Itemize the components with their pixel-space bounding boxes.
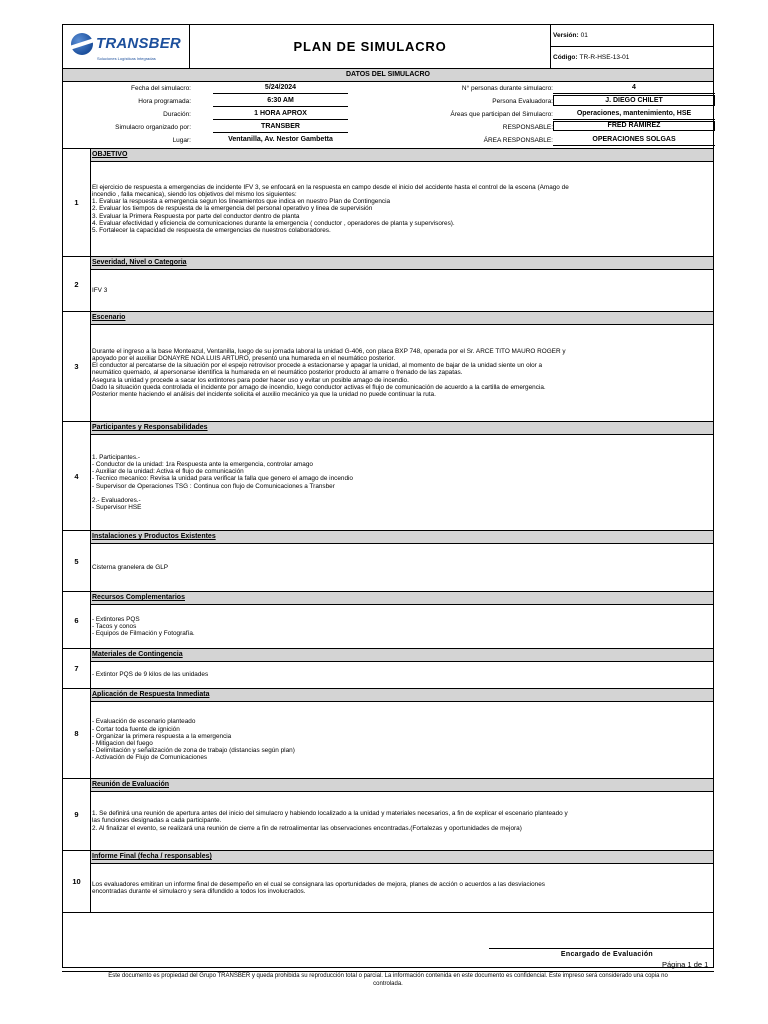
areas-underline [553, 119, 715, 120]
organizer-label: Simulacro organizado por: [115, 124, 191, 131]
section-text [92, 348, 566, 398]
text-line: - Auxiliar de la unidad: Activa el flujo de comunicación [92, 468, 244, 476]
globe-icon [71, 33, 93, 55]
signature-area [63, 913, 713, 967]
text-line: - Activación de Flujo de Comunicaciones [92, 754, 208, 762]
section-materiales [63, 649, 713, 689]
section-objetivo [63, 149, 713, 257]
text-line [92, 490, 353, 497]
text-line: - Extintores PQS [92, 615, 140, 623]
page-title: PLAN DE SIMULACRO [190, 25, 551, 68]
responsible-label: RESPONSABLE: [502, 124, 553, 131]
section-text [92, 184, 569, 234]
section-text [92, 564, 168, 571]
section-text [92, 810, 568, 832]
section-severidad [63, 257, 713, 312]
document-header [63, 25, 713, 69]
text-line: Posterior mente haciendo el análisis del incidente solicita el auxilio mecánico ya que la unidad no puede continuar la ruta. [92, 391, 436, 398]
people-underline [553, 93, 715, 94]
text-line: Dado la situación queda controlada el incidente por amago de incendio, luego conductor activas el flujo de comunicación de acuerdo a la cartilla de emergencia. [92, 383, 546, 391]
responsible-area-label: ÁREA RESPONSABLE: [483, 137, 553, 144]
text-line: incendio , falla mecanica), siendo los objetivos del mismo los siguientes: [92, 190, 297, 198]
text-line: El conductor al percatarse de la situación por el espejo retrovisor procede a estacionarse y apagar la unidad, al momento de bajar de la unidad siente un olor a [92, 362, 543, 370]
document-meta [551, 25, 713, 68]
text-line: apoyado por el auxiliar DONAYRE NOA LUIS ARTURO, presentó una humareda en el neumático posterior. [92, 354, 396, 362]
text-line: encontradas durante el simulacro y sera difundido a todos los involucrados. [92, 888, 306, 895]
text-line: IFV 3 [92, 286, 108, 294]
text-line: - Cortar toda fuente de ignición [92, 725, 180, 733]
text-line: 2. Al finalizar el evento, se realizará una reunión de cierre a fin de retroalimentar las observaciones encontradas.(Fortalezas y oportunidades de mejora) [92, 824, 522, 832]
section-title: Materiales de Contingencia [91, 649, 713, 662]
section-number: 2 [63, 257, 91, 311]
text-line: 1. Evaluar la respuesta a emergencia segun los lineamientos que indica en nuestro Plan de Contingencia [92, 198, 391, 206]
signature-label: Encargado de Evaluación [560, 951, 653, 958]
footer-line: controlada. [373, 981, 403, 987]
text-line: - Supervisor HSE [92, 504, 142, 512]
text-line: 3. Evaluar la Primera Respuesta por parte del conductor dentro de planta [92, 212, 300, 220]
text-line: Los evaluadores emitiran un informe final de desempeño en el cual se consignara las oportunidades de mejora, planes de acción o acuerdos a las desviaciones [92, 880, 545, 888]
text-line: 1. Se definirá una reunión de apertura antes del inicio del simulacro y habiendo localizado a la unidad y materiales necesarios, a fin de explicar el escenario planteado y [92, 810, 568, 818]
location-value: Ventanilla, Av. Nestor Gambetta [228, 136, 333, 143]
section-text [92, 454, 353, 512]
text-line: - Conductor de la unidad: 1ra Respuesta ante la emergencia, controlar amago [92, 460, 313, 468]
text-line: 2.- Evaluadores.- [92, 496, 141, 504]
logo-tagline: Soluciones Logísticas Integradas [97, 55, 156, 61]
section-participantes [63, 422, 713, 531]
text-line: 4. Evaluar efectividad y eficiencia de comunicaciones durante la emergencia ( conductor , operadores de planta y supervisores). [92, 219, 455, 227]
text-line: - Delimitación y señalización de zona de trabajo (distancias según plan) [92, 747, 295, 755]
location-label: Lugar: [172, 137, 191, 144]
areas-label: Áreas que participan del Simulacro: [450, 111, 553, 118]
section-instalaciones [63, 531, 713, 592]
section-number: 10 [63, 851, 91, 912]
section-number: 7 [63, 649, 91, 688]
logo-text: TRANSBER [96, 35, 181, 52]
text-line: neumático quemado, al apersonarse identifica la humareda en el neumático posterior producto al amarre o frenado de las zapatas. [92, 369, 463, 377]
document-form [62, 24, 714, 968]
duration-label: Duración: [163, 111, 191, 118]
section-title: Recursos Complementarios [91, 592, 713, 605]
text-line: - Organizar la primera respuesta a la emergencia [92, 732, 232, 740]
section-number: 8 [63, 689, 91, 778]
section-title: Severidad, Nivel o Categoria [91, 257, 713, 270]
section-number: 5 [63, 531, 91, 591]
simulation-data-grid [63, 82, 713, 149]
time-value: 6:30 AM [267, 97, 294, 104]
evaluator-value: J. DIEGO CHILET [553, 95, 715, 106]
text-line: Durante el ingreso a la base Monteazul, Ventanilla, luego de su jornada laboral la unidad G-406, con placa BXP 748, operada por el Sr. ARCE TITO MAURO ROGER y [92, 347, 566, 355]
confidentiality-footer [62, 971, 714, 988]
text-line: Cisterna granelera de GLP [92, 563, 169, 571]
text-line: - Supervisor de Operaciones TSG : Continua con flujo de Comunicaciones a Transber [92, 482, 335, 490]
text-line: las funciones designadas a cada participante. [92, 817, 222, 825]
section-number: 1 [63, 149, 91, 256]
text-line: 5. Fortalecer la capacidad de respuesta de emergencias de nuestros colaboradores. [92, 227, 331, 234]
section-title: Reunión de Evaluación [91, 779, 713, 792]
section-title: Aplicación de Respuesta Inmediata [91, 689, 713, 702]
text-line: - Mitigacion del fuego [92, 740, 153, 747]
version-row: Versión: 01 [551, 25, 713, 47]
people-count-value: 4 [632, 84, 636, 91]
text-line: Asegura la unidad y procede a sacar los extintores para poder hacer uso y evitar un posible amago de incendio. [92, 376, 409, 384]
duration-underline [213, 119, 348, 120]
people-count-label: N° personas durante simulacro: [461, 85, 553, 92]
text-line: - Tecnico mecanico: Revisa la unidad para verificar la falla que genero el amago de incendio [92, 475, 353, 483]
date-value: 5/24/2024 [264, 84, 297, 91]
section-text [92, 616, 195, 638]
time-underline [213, 106, 348, 107]
section-number: 6 [63, 592, 91, 648]
area-underline [553, 145, 715, 146]
datos-section-title: DATOS DEL SIMULACRO [63, 69, 713, 82]
responsible-value: FRED RAMIREZ [553, 121, 715, 131]
areas-value: Operaciones, mantenimiento, HSE [576, 110, 692, 117]
text-line: El ejercicio de respuesta a emergencias de incidente IFV 3, se enfocará en la respuesta en campo desde el inicio del accidente hasta el control de la escena (Amago de [92, 183, 569, 191]
code-row: Código: TR-R-HSE-13-01 [553, 54, 630, 61]
section-reunion [63, 779, 713, 851]
section-title: OBJETIVO [91, 149, 713, 162]
signature-line [489, 948, 713, 949]
section-text [92, 287, 107, 294]
section-number: 3 [63, 312, 91, 421]
text-line: - Equipos de Filmación y Fotografía. [92, 630, 195, 638]
section-title: Participantes y Responsabilidades [91, 422, 713, 435]
section-text [92, 671, 208, 678]
section-recursos [63, 592, 713, 649]
time-label: Hora programada: [138, 98, 191, 105]
footer-line: Este documento es propiedad del Grupo TRANSBER y queda prohibida su reproducción total o parcial. La información contenida en este documento es confidencial. Este impreso será considerado una copia no [108, 973, 668, 979]
organizer-underline [213, 132, 348, 133]
date-underline [213, 93, 348, 94]
text-line: 2. Evaluar los tiempos de respuesta de la emergencia del personal operativo y linea de supervisión [92, 205, 373, 213]
text-line: - Extintor PQS de 9 kilos de las unidades [92, 671, 209, 679]
section-title: Instalaciones y Productos Existentes [91, 531, 713, 544]
section-escenario [63, 312, 713, 422]
section-informe-final [63, 851, 713, 913]
section-number: 4 [63, 422, 91, 530]
company-logo [63, 25, 190, 68]
text-line: - Tacos y conos [92, 622, 137, 630]
section-number: 9 [63, 779, 91, 850]
section-aplicacion [63, 689, 713, 779]
section-text [92, 881, 545, 895]
text-line: - Evaluación de escenario planteado [92, 718, 196, 726]
duration-value: 1 HORA APROX [254, 110, 307, 117]
text-line: 1. Participantes.- [92, 453, 140, 461]
evaluator-label: Persona Evaluadora: [492, 98, 553, 105]
section-title: Escenario [91, 312, 713, 325]
section-title: Informe Final (fecha / responsables) [91, 851, 713, 864]
page-number: Página 1 de 1 [662, 960, 709, 969]
responsible-area-value: OPERACIONES SOLGAS [592, 136, 676, 143]
date-label: Fecha del simulacro: [131, 85, 191, 92]
organizer-value: TRANSBER [261, 123, 300, 130]
section-text [92, 718, 295, 761]
